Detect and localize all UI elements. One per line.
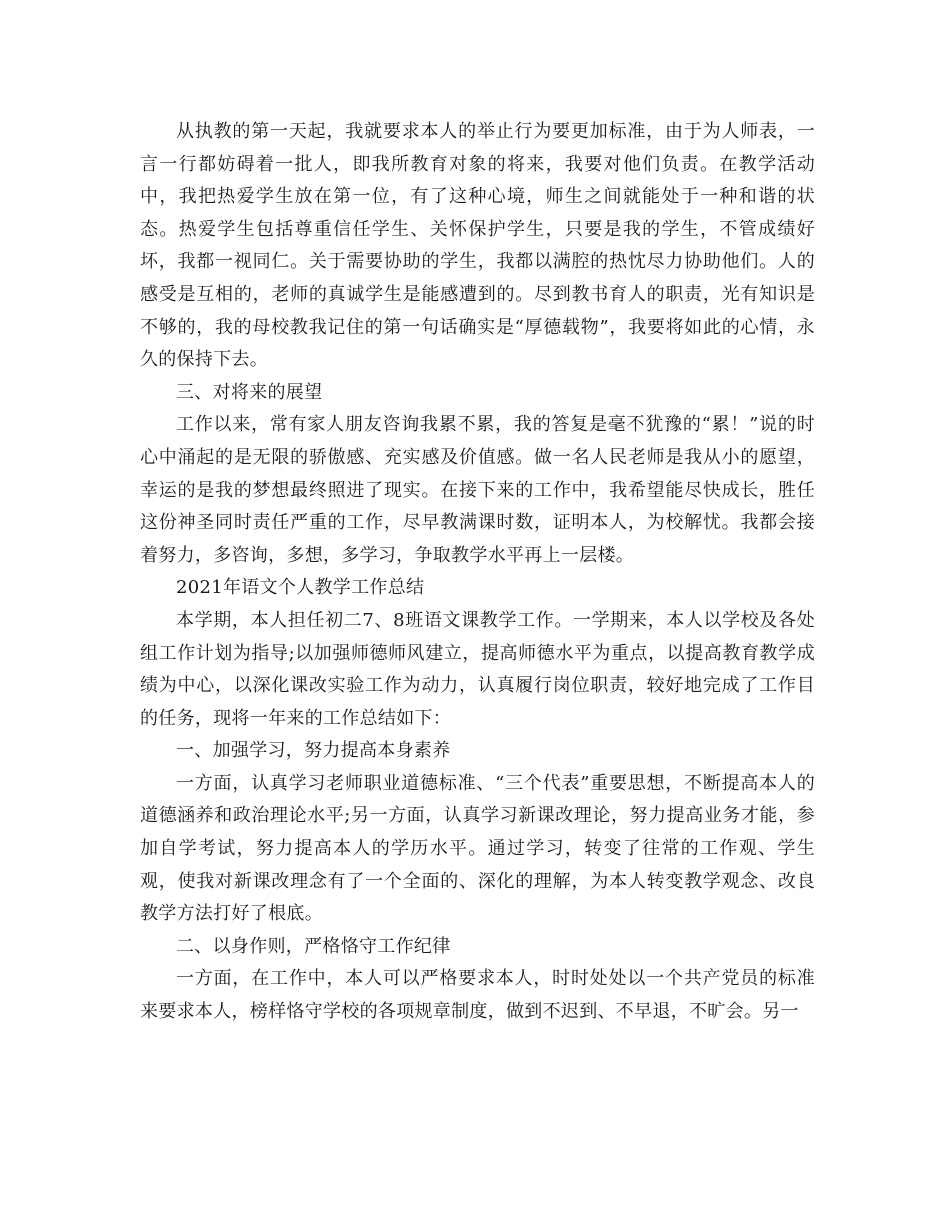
section-heading-study: 一、加强学习，努力提高本身素养 — [176, 740, 451, 762]
paragraph-discipline: 一方面，在工作中，本人可以严格要求本人，时时处处以一个共产党员的标准来要求本人，榜样恪守学校的各项规章制度，做到不迟到、不早退，不旷会。另一 — [140, 968, 815, 1023]
section-heading-discipline: 二、以身作则，严格恪守工作纪律 — [176, 935, 451, 957]
paragraph-future-outlook: 工作以来，常有家人朋友咨询我累不累，我的答复是毫不犹豫的“累！”说的时心中涌起的是无限的骄傲感、充实感及价值感。做一名人民老师是我从小的愿望，幸运的是我的梦想最终照进了现实。在接下来的工作中，我希望能尽快成长，胜任这份神圣同时责任严重的工作，尽早教满课时数，证明本人，为校解忧。我都会接着努力，多咨询，多想，多学习，争取教学水平再上一层楼。 — [140, 414, 815, 566]
paragraph-semester-intro: 本学期，本人担任初二7、8班语文课教学工作。一学期来，本人以学校及各处组工作计划为指导;以加强师德师风建立，提高师德水平为重点，以提高教育教学成绩为中心，以深化课改实验工作为动力，认真履行岗位职责，较好地完成了工作目的任务，现将一年来的工作总结如下： — [140, 609, 815, 729]
section-heading-future-outlook: 三、对将来的展望 — [176, 381, 323, 403]
paragraph-study: 一方面，认真学习老师职业道德标准、“三个代表”重要思想，不断提高本人的道德涵养和政治理论水平;另一方面，认真学习新课改理论，努力提高业务才能，参加自学考试，努力提高本人的学历水平。通过学习，转变了往常的工作观、学生观，使我对新课改理念有了一个全面的、深化的理解，为本人转变教学观念、改良教学方法打好了根底。 — [140, 772, 815, 925]
document-subtitle: 2021年语文个人教学工作总结 — [176, 577, 425, 599]
document-body — [140, 116, 815, 1029]
paragraph-teacher-ethics: 从执教的第一天起，我就要求本人的举止行为要更加标准，由于为人师表，一言一行都妨碍着一批人，即我所教育对象的将来，我要对他们负责。在教学活动中，我把热爱学生放在第一位，有了这种心境，师生之间就能处于一种和谐的状态。热爱学生包括尊重信任学生、关怀保护学生，只要是我的学生，不管成绩好坏，我都一视同仁。关于需要协助的学生，我都以满腔的热忱尽力协助他们。人的感受是互相的，老师的真诚学生是能感遭到的。尽到教书育人的职责，光有知识是不够的，我的母校教我记住的第一句话确实是“厚德载物”，我要将如此的心情，永久的保持下去。 — [140, 121, 815, 371]
